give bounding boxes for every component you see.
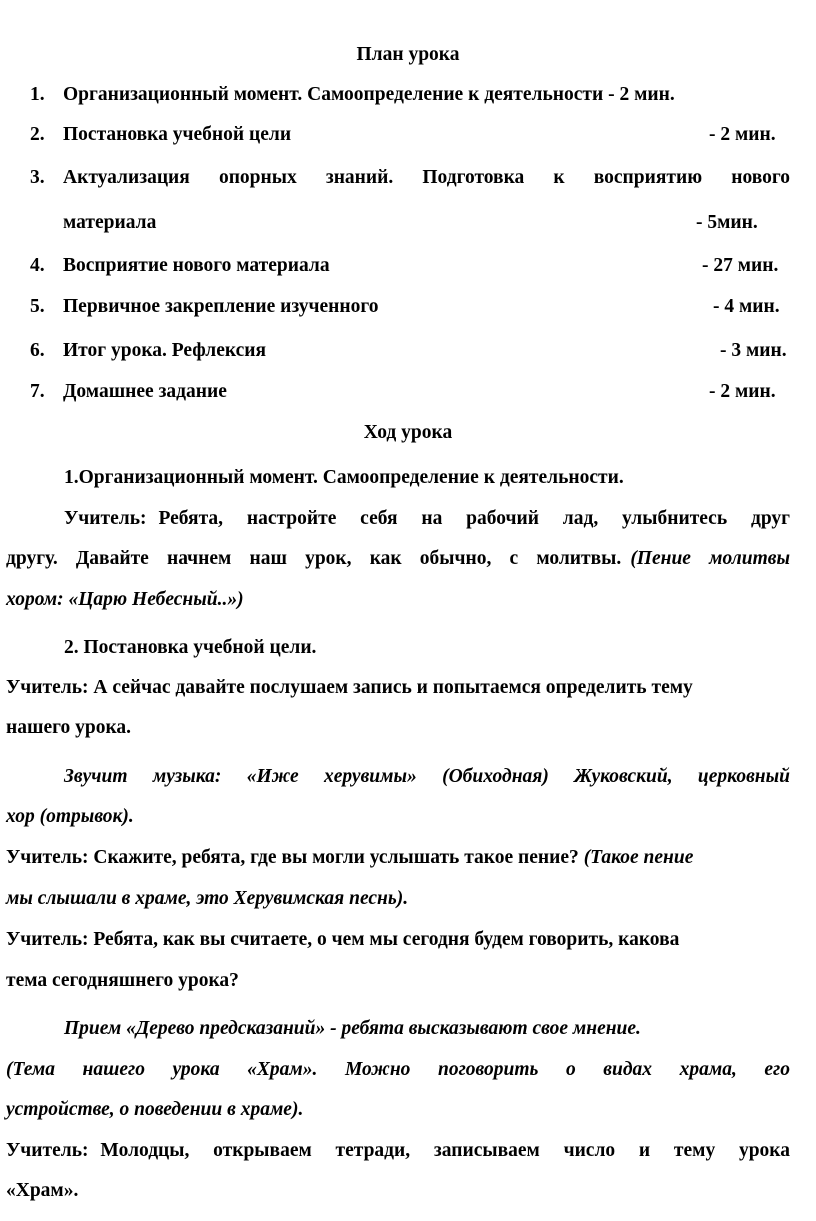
section1-text: Ребята, настройте себя на рабочий лад, улыбнитесь друг: [158, 508, 791, 529]
plan-item-number: 3.: [30, 167, 45, 188]
plan-item-text-continued: материала: [63, 212, 157, 233]
section2-text: нашего урока.: [6, 717, 132, 738]
section2-heading: 2. Постановка учебной цели.: [64, 637, 317, 658]
plan-item-number: 7.: [30, 381, 45, 402]
plan-item: [30, 124, 790, 156]
plan-item: [30, 167, 790, 237]
question-text: Скажите, ребята, где вы могли услышать такое пение?: [93, 847, 579, 868]
plan-item-text: Восприятие нового материала: [63, 255, 330, 276]
teacher-label: Учитель:: [6, 929, 89, 950]
plan-item-text: Актуализация опорных знаний. Подготовка к восприятию нового: [63, 167, 790, 188]
method-note: Прием «Дерево предсказаний» - ребята высказывают свое мнение.: [64, 1018, 641, 1039]
final-paragraph-line: [6, 1135, 790, 1167]
plan-item: [30, 84, 790, 116]
question-text: тема сегодняшнего урока?: [6, 970, 239, 991]
section1-text: другу. Давайте начнем наш урок, как обычно, с молитвы.: [6, 548, 622, 569]
plan-item-number: 1.: [30, 84, 45, 105]
section2-paragraph-line: [6, 672, 790, 704]
plan-item-number: 4.: [30, 255, 45, 276]
plan-item-number: 5.: [30, 296, 45, 317]
teacher-label: Учитель:: [6, 677, 89, 698]
plan-item-time: - 2 мин.: [709, 381, 776, 402]
plan-item: [30, 340, 790, 372]
section1-italic-note: хором: «Царю Небесный..»): [6, 589, 244, 610]
plan-item: [30, 381, 790, 413]
question-paragraph-line: [6, 924, 790, 956]
plan-item-time: - 2 мин.: [709, 124, 776, 145]
question-text: Ребята, как вы считаете, о чем мы сегодня будем говорить, какова: [93, 929, 680, 950]
music-note: хор (отрывок).: [6, 806, 134, 827]
section2-text: А сейчас давайте послушаем запись и попытаемся определить тему: [93, 677, 693, 698]
question-paragraph-line: [6, 842, 790, 874]
music-note: Звучит музыка: «Иже херувимы» (Обиходная) Жуковский, церковный: [64, 766, 790, 787]
plan-item-number: 6.: [30, 340, 45, 361]
plan-item-time: - 27 мин.: [702, 255, 779, 276]
plan-item-text: Постановка учебной цели: [63, 124, 292, 145]
plan-item-time: - 5мин.: [696, 212, 758, 233]
plan-item-time: - 4 мин.: [713, 296, 780, 317]
plan-item-text: Первичное закрепление изученного: [63, 296, 379, 317]
section1-heading: 1.Организационный момент. Самоопределение к деятельности.: [64, 467, 624, 488]
section1-paragraph-line: [6, 543, 790, 575]
final-text: «Храм».: [6, 1180, 79, 1201]
plan-item-time: - 3 мин.: [720, 340, 787, 361]
teacher-label: Учитель:: [64, 508, 147, 529]
answer-note: мы слышали в храме, это Херувимская песнь).: [6, 888, 409, 909]
teacher-label: Учитель:: [6, 1140, 89, 1161]
section1-paragraph-line: [64, 503, 790, 535]
final-text: Молодцы, открываем тетради, записываем число и тему урока: [100, 1140, 790, 1161]
section1-italic-note: (Пение молитвы: [630, 548, 790, 569]
topic-note: устройстве, о поведении в храме).: [6, 1099, 304, 1120]
plan-item: [30, 296, 790, 328]
answer-note: (Такое пение: [583, 847, 694, 868]
plan-item: [30, 255, 790, 287]
plan-title: План урока: [356, 44, 460, 65]
plan-item-text: Итог урока. Рефлексия: [63, 340, 267, 361]
plan-item-text: Домашнее задание: [63, 381, 227, 402]
course-title: Ход урока: [363, 422, 453, 443]
teacher-label: Учитель:: [6, 847, 89, 868]
plan-item-text: Организационный момент. Самоопределение к деятельности - 2 мин.: [63, 84, 675, 105]
plan-item-number: 2.: [30, 124, 45, 145]
topic-note: (Тема нашего урока «Храм». Можно поговорить о видах храма, его: [6, 1059, 790, 1080]
